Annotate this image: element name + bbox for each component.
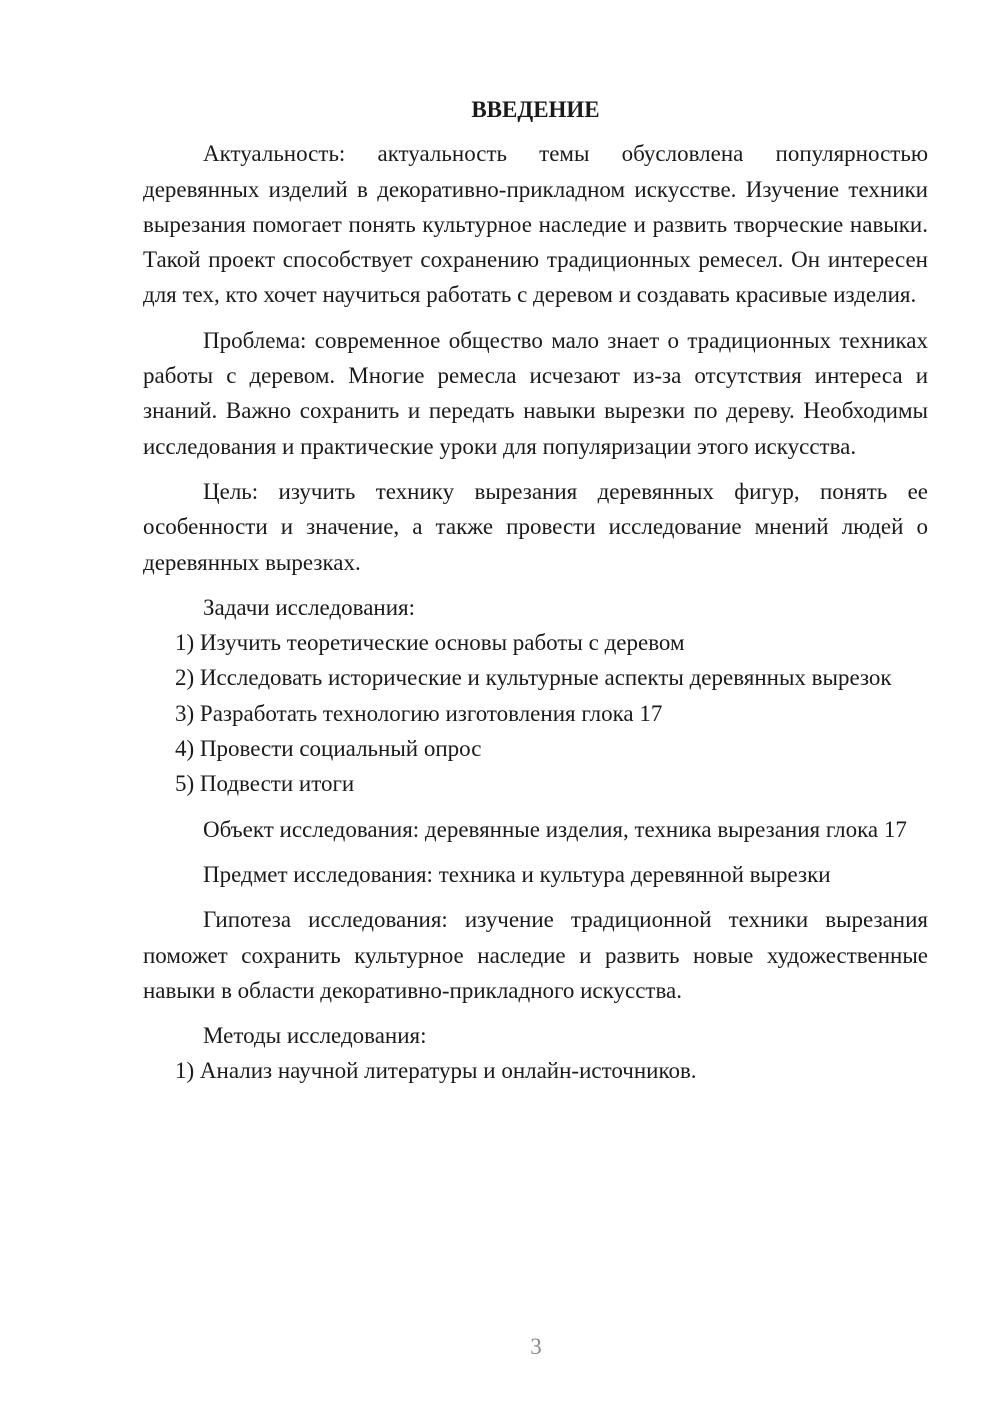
subject-paragraph: Предмет исследования: техника и культура деревянной вырезки [203, 861, 831, 887]
task-item-4: 4) Провести социальный опрос [175, 736, 482, 762]
page-number: 3 [530, 1334, 542, 1359]
hypothesis-paragraph: Гипотеза исследования: изучение традиционной техники вырезания поможет сохранить культурное наследие и развить новые художественные навыки в области декоративно-прикладного искусства. [143, 907, 928, 1003]
task-item-5: 5) Подвести итоги [175, 771, 355, 797]
methods-heading: Методы исследования: [203, 1023, 427, 1049]
problem-paragraph: Проблема: современное общество мало знает о традиционных техниках работы с деревом. Многие ремесла исчезают из-за отсутствия интереса и знаний. Важно сохранить и передать навыки вырезки по дереву. Необходимы исследования и практические уроки для популяризации этого искусства. [143, 327, 928, 459]
method-item-1: 1) Анализ научной литературы и онлайн-источников. [175, 1058, 697, 1084]
goal-paragraph: Цель: изучить технику вырезания деревянных фигур, понять ее особенности и значение, а также провести исследование мнений людей о деревянных вырезках. [143, 478, 928, 575]
tasks-heading: Задачи исследования: [203, 594, 416, 620]
task-item-1: 1) Изучить теоретические основы работы с деревом [175, 630, 685, 656]
object-paragraph: Объект исследования: деревянные изделия, техника вырезания глока 17 [203, 816, 907, 842]
page-content [143, 92, 928, 1089]
relevance-paragraph: Актуальность: актуальность темы обусловлена популярностью деревянных изделий в декоративно-прикладном искусстве. Изучение техники вырезания помогает понять культурное наследие и развить творческие навыки. Такой проект способствует сохранению традиционных ремесел. Он интересен для тех, кто хочет научиться работать с деревом и создавать красивые изделия. [143, 141, 928, 308]
section-title: ВВЕДЕНИЕ [471, 97, 600, 122]
task-item-2: 2) Исследовать исторические и культурные аспекты деревянных вырезок [175, 665, 892, 691]
task-item-3: 3) Разработать технологию изготовления глока 17 [175, 700, 663, 726]
